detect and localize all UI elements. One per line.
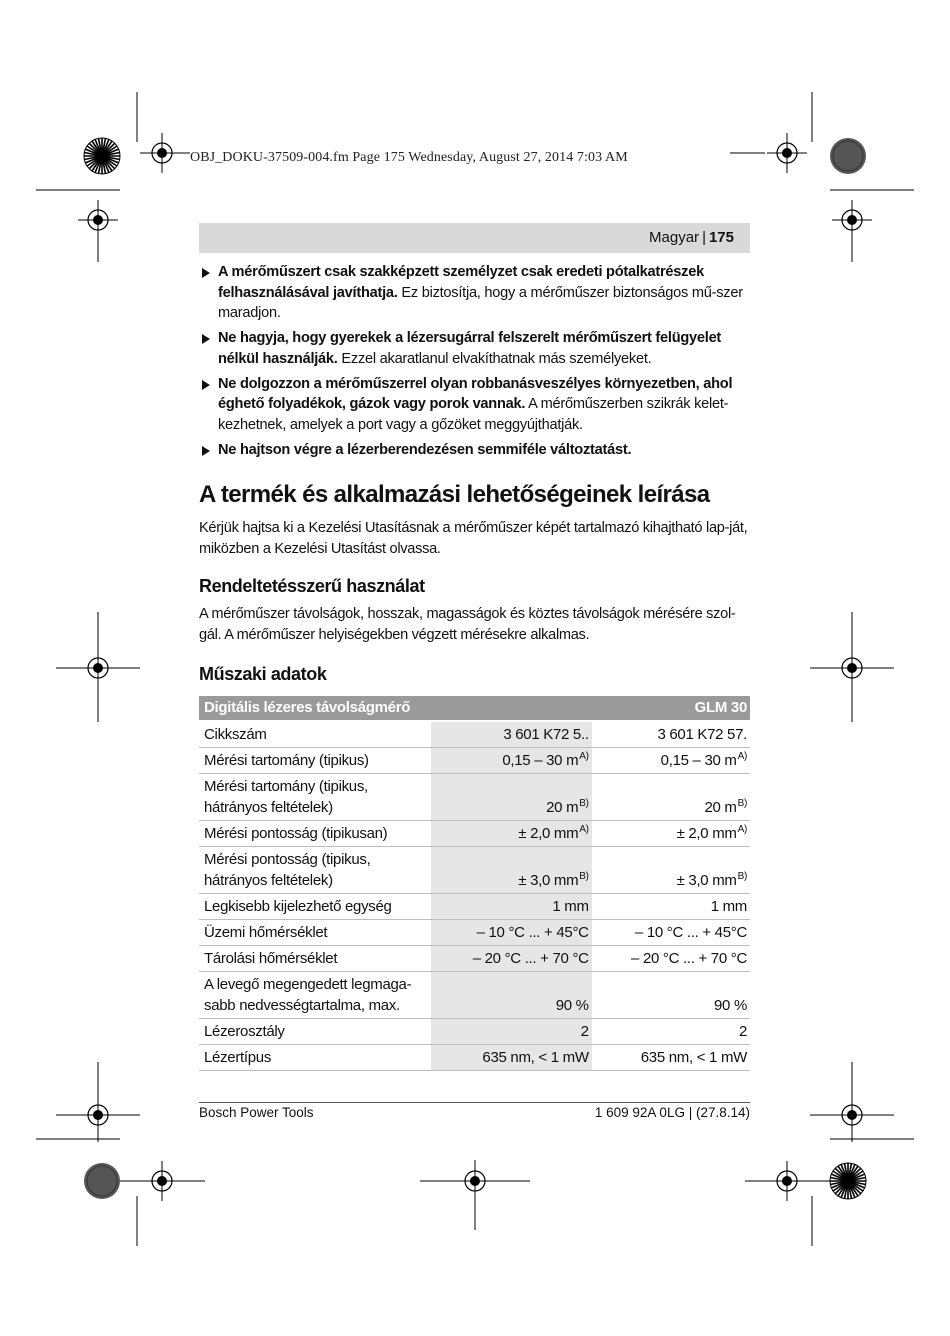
spec-value-2-text: 20 m (704, 799, 737, 816)
bullet-text: Ezzel akaratlanul elvakíthatnak más személyeket. (337, 350, 652, 367)
spec-label-text: Üzemi hőmérséklet (204, 924, 328, 941)
table-row (199, 1045, 750, 1071)
spec-value-2-text: ± 2,0 mm (676, 825, 737, 842)
spec-value-1-text: 3 601 K72 5.. (503, 726, 589, 743)
page-content (199, 262, 750, 1071)
table-row (199, 946, 750, 972)
spec-value-2-text: 1 mm (710, 898, 747, 915)
spec-value-2-text: 90 % (714, 997, 747, 1014)
spec-label (199, 894, 431, 920)
spec-label (199, 1019, 431, 1045)
page-number: 175 (708, 229, 734, 246)
spec-value-1-text: 20 m (546, 799, 579, 816)
bullet-triangle-icon (202, 446, 210, 456)
spec-value-2 (592, 721, 750, 748)
spec-label-text: A levegő megengedett legmaga-sabb nedvességtartalma, max. (204, 976, 412, 1014)
spec-value-2 (592, 946, 750, 972)
spec-value-1-text: 2 (580, 1023, 589, 1040)
spec-value-2 (592, 748, 750, 774)
spec-value-1 (431, 748, 591, 774)
spec-label (199, 847, 431, 894)
table-row (199, 894, 750, 920)
spec-label-text: Mérési tartomány (tipikus, hátrányos feltételek) (204, 778, 368, 816)
spec-value-1-text: ± 3,0 mm (518, 872, 579, 889)
spec-label-text: Cikkszám (204, 726, 267, 743)
spec-label-text: Mérési pontosság (tipikusan) (204, 825, 388, 842)
spec-value-1-text: 635 nm, < 1 mW (482, 1049, 589, 1066)
spec-value-2-text: ± 3,0 mm (676, 872, 737, 889)
spec-value-1-text: 90 % (555, 997, 589, 1014)
spec-value-1-text: 0,15 – 30 m (502, 752, 579, 769)
table-row (199, 1019, 750, 1045)
spec-value-2 (592, 821, 750, 847)
table-row (199, 748, 750, 774)
spec-value-2-text: – 20 °C ... + 70 °C (631, 950, 747, 967)
table-row (199, 847, 750, 894)
spec-value-2 (592, 1045, 750, 1071)
spec-label-text: Tárolási hőmérséklet (204, 950, 338, 967)
spec-value-1-footnote: B) (579, 871, 589, 882)
table-row (199, 821, 750, 847)
spec-value-1-footnote: B) (579, 798, 589, 809)
spec-value-2-footnote: B) (737, 798, 747, 809)
bullet-triangle-icon (202, 268, 210, 278)
spec-value-1 (431, 821, 591, 847)
specs-table (199, 696, 750, 1071)
bullet-triangle-icon (202, 334, 210, 344)
spec-label (199, 1045, 431, 1071)
spec-value-1 (431, 920, 591, 946)
spec-value-2-text: 635 nm, < 1 mW (640, 1049, 747, 1066)
spec-label-text: Mérési tartomány (tipikus) (204, 752, 369, 769)
bullet-bold-text: A mérőműszert csak szakképzett személyzet csak eredeti pótalkatrészek felhasználásával javíthatja. (218, 264, 704, 301)
specs-header-label: Digitális lézeres távolságmérő (199, 696, 592, 721)
safety-bullet (199, 374, 750, 436)
spec-value-1-footnote: A) (579, 824, 589, 835)
spec-value-2-footnote: A) (737, 751, 747, 762)
spec-value-2-text: – 10 °C ... + 45°C (634, 924, 747, 941)
spec-value-2 (592, 847, 750, 894)
footer-publisher: Bosch Power Tools (199, 1105, 314, 1120)
spec-value-1 (431, 894, 591, 920)
spec-value-2-footnote: B) (737, 871, 747, 882)
footer-rule (199, 1102, 750, 1103)
bullet-bold-text: Ne hajtson végre a lézerberendezésen semmiféle változtatást. (218, 441, 632, 458)
bullet-text: A mérőműszerben szikrák kelet-kezhetnek, amelyek a port vagy a gőzöket meggyújthatják. (218, 396, 729, 433)
spec-label-text: Lézerosztály (204, 1023, 285, 1040)
table-row (199, 721, 750, 748)
bullet-bold-text: Ne hagyja, hogy gyerekek a lézersugárral felszerelt mérőműszert felügyelet nélkül használják. (218, 330, 722, 367)
safety-bullets (199, 262, 750, 460)
spec-label (199, 920, 431, 946)
spec-label (199, 821, 431, 847)
table-row (199, 920, 750, 946)
footer-doc-code: 1 609 92A 0LG | (27.8.14) (594, 1105, 750, 1120)
safety-bullet (199, 440, 750, 461)
spec-label-text: Lézertípus (204, 1049, 272, 1066)
spec-value-2-footnote: A) (737, 824, 747, 835)
spec-value-1-text: – 20 °C ... + 70 °C (472, 950, 589, 967)
safety-bullet (199, 262, 750, 324)
spec-value-2-text: 2 (738, 1023, 747, 1040)
bullet-bold-text: Ne dolgozzon a mérőműszerrel olyan robbanásveszélyes környezetben, ahol éghető folyadékok, gázok vagy porok vannak. (218, 375, 733, 412)
spec-value-1 (431, 847, 591, 894)
spec-label (199, 972, 431, 1019)
spec-label-text: Legkisebb kijelezhető egység (204, 898, 392, 915)
spec-value-1 (431, 946, 591, 972)
section-intro: Kérjük hajtsa ki a Kezelési Utasításnak a mérőműszer képét tartalmazó kihajtható lap-ját, miközben a Kezelési Utasítást olvassa. (199, 520, 748, 557)
spec-value-2 (592, 894, 750, 920)
table-row (199, 972, 750, 1019)
spec-value-1-text: ± 2,0 mm (518, 825, 579, 842)
bullet-triangle-icon (202, 380, 210, 390)
spec-value-2 (592, 972, 750, 1019)
running-head-language: Magyar (649, 229, 700, 246)
spec-value-2-text: 3 601 K72 57. (657, 726, 747, 743)
safety-bullet (199, 328, 750, 369)
spec-value-1 (431, 774, 591, 821)
spec-value-1 (431, 1019, 591, 1045)
spec-value-1-text: 1 mm (552, 898, 589, 915)
spec-label (199, 748, 431, 774)
spec-label-text: Mérési pontosság (tipikus, hátrányos feltételek) (204, 851, 371, 889)
spec-value-2 (592, 774, 750, 821)
spec-value-1 (431, 1045, 591, 1071)
spec-value-2 (592, 1019, 750, 1045)
spec-value-1-footnote: A) (579, 751, 589, 762)
spec-label (199, 774, 431, 821)
running-head (199, 223, 750, 253)
specs-header-model: GLM 30 (592, 696, 750, 721)
section-title: A termék és alkalmazási lehetőségeinek leírása (199, 481, 710, 508)
file-slug: OBJ_DOKU-37509-004.fm Page 175 Wednesday, August 27, 2014 7:03 AM (190, 150, 628, 165)
spec-value-2 (592, 920, 750, 946)
spec-value-1-text: – 10 °C ... + 45°C (476, 924, 589, 941)
table-row (199, 774, 750, 821)
spec-label (199, 721, 431, 748)
usage-text: A mérőműszer távolságok, hosszak, magasságok és köztes távolságok mérésére szol-gál. A mérőműszer helyiségekben végzett mérésekre alkalmas. (199, 606, 736, 643)
bullet-text: Ez biztosítja, hogy a mérőműszer biztonságos mű-szer maradjon. (218, 284, 743, 321)
specs-heading: Műszaki adatok (199, 664, 327, 684)
spec-label (199, 946, 431, 972)
usage-heading: Rendeltetésszerű használat (199, 576, 425, 596)
spec-value-1 (431, 721, 591, 748)
specs-table-header (199, 696, 750, 721)
spec-value-1 (431, 972, 591, 1019)
spec-value-2-text: 0,15 – 30 m (660, 752, 737, 769)
running-head-separator: | (702, 229, 706, 246)
